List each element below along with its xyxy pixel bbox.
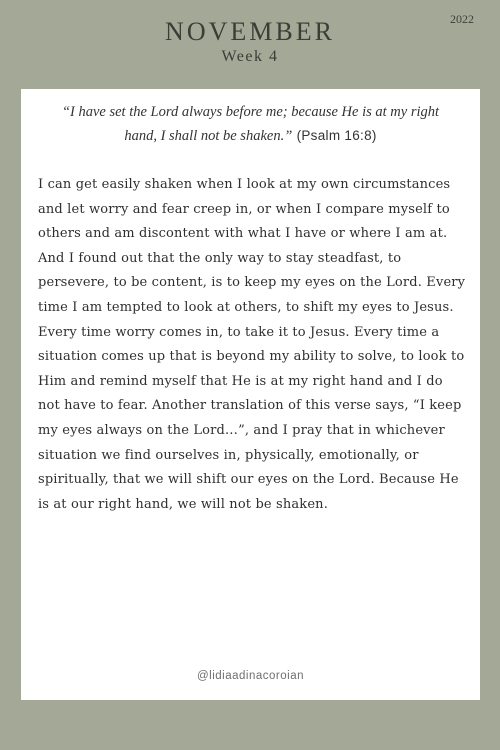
month-title: NOVEMBER: [165, 17, 335, 46]
devotional-body: I can get easily shaken when I look at my own circumstances and let worry and fear creep in, or when I compare myself to others and am discontent with what I have or where I am at. And I found out that the only way to stay steadfast, to persevere, to be content, is to keep my eyes on the Lord. Every time I am tempted to look at others, to shift my eyes to Jesus. Every time worry comes in, to take it to Jesus. Every time a situation comes up that is beyond my ability to solve, to look to Him and remind myself that He is at my right hand and I do not have to fear. Another translation of this verse says, “I keep my eyes always on the Lord…”, and I pray that in whichever situation we find ourselves in, physically, emotionally, or spiritually, that we will shift our eyes on the Lord. Because He is at our right hand, we will not be shaken.: [38, 177, 466, 512]
verse-block: [45, 100, 456, 148]
author-handle: @lidiaadinacoroian: [197, 670, 304, 682]
devotional-card: [21, 89, 480, 700]
year-label: 2022: [450, 12, 474, 26]
verse-quote: “I have set the Lord always before me; because He is at my right hand, I shall not be shaken.”: [61, 104, 440, 144]
week-subtitle: Week 4: [221, 48, 279, 65]
verse-reference: (Psalm 16:8): [296, 128, 377, 143]
